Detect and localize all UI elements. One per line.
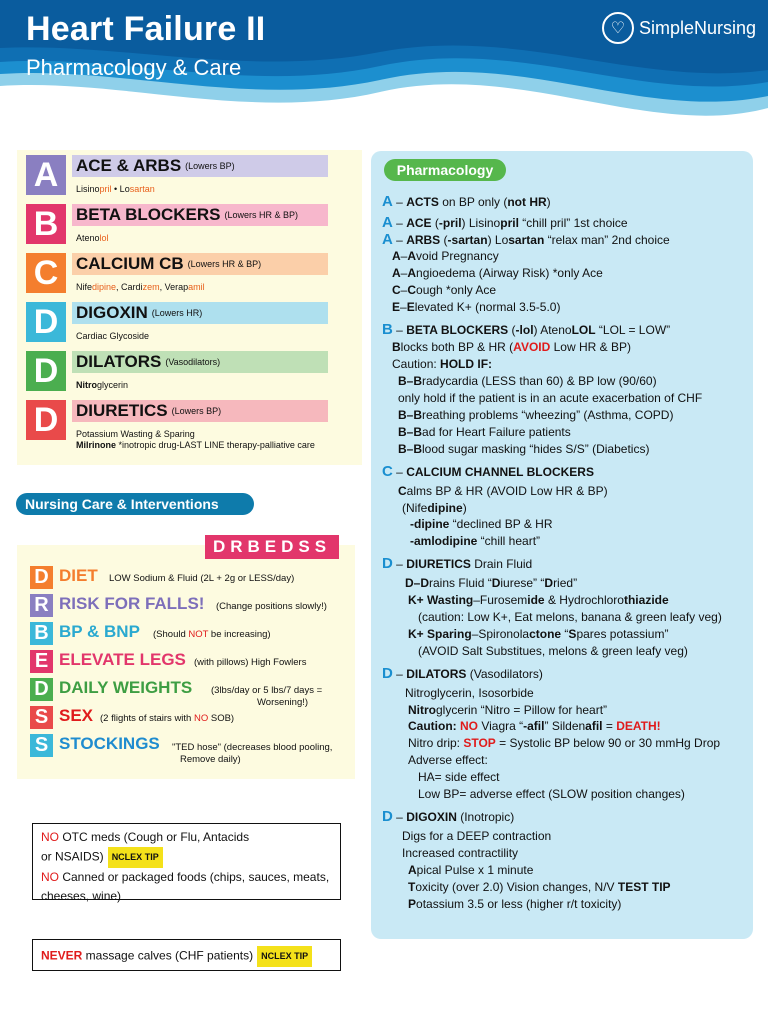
pharm-text: “relax man” 2nd choice — [544, 233, 670, 247]
pharm-line — [408, 703, 607, 717]
pharm-line — [382, 665, 543, 682]
pharm-text: levated K+ (normal 3.5-5.0) — [414, 300, 561, 314]
pharm-line — [408, 593, 669, 607]
pharm-text: “declined BP & HR — [449, 517, 553, 531]
pharm-text: (Nife — [402, 501, 428, 515]
item-word: SEX — [59, 706, 94, 725]
pharm-text: BETA BLOCKERS — [406, 323, 509, 337]
pharm-text: DIGOXIN — [406, 810, 457, 824]
pharm-text: Increased contractility — [402, 846, 519, 860]
class-letter: D — [26, 400, 66, 440]
item-text: (Change positions slowly!) — [216, 601, 327, 612]
brand — [602, 12, 756, 44]
pharm-line — [382, 193, 551, 210]
pharm-text: E — [392, 300, 401, 314]
pharm-text: AVOID — [513, 340, 551, 354]
pharm-text: B — [392, 340, 401, 354]
pharm-line — [382, 808, 514, 825]
pharm-text: A — [392, 249, 401, 263]
pharm-text: – — [392, 323, 407, 337]
pharm-text: -amlodipine — [410, 534, 478, 548]
class-letter: D — [26, 351, 66, 391]
pharm-line — [382, 214, 628, 231]
pharm-text: A — [382, 231, 393, 248]
item-text: (2 flights of stairs with NO SOB) — [100, 713, 235, 724]
pharm-text: locks both BP & HR ( — [400, 340, 514, 354]
pharm-text: NO — [460, 719, 478, 733]
pharm-text: A — [392, 266, 401, 280]
pharm-line — [382, 321, 670, 338]
pharm-line — [398, 425, 571, 439]
pharm-text: CALCIUM CHANNEL BLOCKERS — [406, 465, 594, 479]
item-text: LOW Sodium & Fluid (2L + 2g or LESS/day) — [109, 573, 295, 584]
pharm-text: D–D — [405, 576, 430, 590]
pharm-text: C — [407, 283, 417, 297]
pharm-line — [392, 249, 499, 263]
class-example: Nitroglycerin — [76, 380, 129, 390]
item-text: "TED hose" (decreases blood pooling, — [172, 742, 333, 753]
pharm-text: ( — [431, 216, 439, 230]
pharm-text: D — [382, 555, 393, 572]
pharm-line — [398, 391, 702, 405]
pharm-text: A — [382, 214, 393, 231]
class-name: BETA BLOCKERS — [76, 205, 221, 224]
item-word: BP & BNP — [59, 622, 140, 641]
tip-line: NO Canned or packaged foods (chips, sauces, meats, — [41, 870, 330, 884]
pharm-text: A — [407, 249, 417, 263]
class-note: (Lowers HR & BP) — [187, 259, 262, 269]
pharm-text: oxicity (over 2.0) Vision changes, N/V — [415, 880, 618, 894]
item-letter: D — [30, 566, 53, 589]
pharm-text: B–B — [398, 374, 423, 388]
pharm-text: DILATORS — [406, 667, 467, 681]
class-bar — [72, 204, 328, 226]
pharm-text: –Spironola — [471, 627, 530, 641]
pharm-text: D — [382, 808, 393, 825]
pharm-text: – — [392, 810, 407, 824]
pharm-text: – — [392, 233, 407, 247]
pharm-text: thiazide — [623, 593, 669, 607]
pharm-text: pril — [500, 216, 519, 230]
pharm-text: on BP only ( — [438, 195, 508, 209]
pharm-text: – — [392, 195, 407, 209]
item-text: (with pillows) High Fowlers — [194, 657, 307, 668]
pharm-line — [410, 534, 540, 548]
drbedss-mnemonic-label: DRBEDSS — [205, 535, 339, 559]
pharm-text: pares potassium” — [576, 627, 669, 641]
pharm-text: – — [392, 667, 407, 681]
pharm-text: (caution: Low K+, Eat melons, banana & green leafy veg) — [418, 610, 722, 624]
pharm-line — [408, 719, 661, 733]
item-word: RISK FOR FALLS! — [59, 594, 205, 613]
class-note: (Lowers BP) — [185, 161, 235, 171]
pharm-line — [392, 300, 560, 314]
pharm-text: otassium 3.5 or less (higher r/t toxicity) — [416, 897, 622, 911]
brand-name: SimpleNursing — [638, 17, 756, 38]
pharm-line — [408, 736, 720, 750]
tip-line: NO OTC meds (Cough or Flu, Antacids — [41, 830, 250, 844]
pharm-text: – — [392, 216, 407, 230]
pharm-text: (Vasodilators) — [466, 667, 543, 681]
pharm-text: -pril — [438, 216, 462, 230]
nursing-care-box — [17, 545, 355, 779]
never-word: NEVER — [41, 948, 83, 963]
class-example: Nifedipine, Cardizem, Verapamil — [76, 282, 205, 292]
pharm-text: D — [382, 665, 393, 682]
pharm-text: ctone — [529, 627, 562, 641]
item-letter: S — [30, 706, 53, 729]
pharm-text: B–B — [398, 408, 423, 422]
pharm-text: –Furosem — [473, 593, 528, 607]
pharm-line — [392, 283, 496, 297]
pharm-text: Nitro drip: — [408, 736, 464, 750]
pharm-text: A — [408, 863, 417, 877]
pharm-text: “LOL = LOW” — [595, 323, 671, 337]
class-name: DIURETICS — [76, 401, 168, 420]
tip-line: or NSAIDS) NCLEX TIP — [41, 847, 332, 868]
class-example: Lisinopril • Losartan — [76, 184, 155, 194]
pharm-text: E — [406, 300, 415, 314]
class-bar — [72, 351, 328, 373]
pharm-text: alms BP & HR (AVOID Low HR & BP) — [406, 484, 608, 498]
pharm-text: P — [408, 897, 417, 911]
never-text: massage calves (CHF patients) — [82, 948, 254, 963]
pharm-text: D — [491, 576, 501, 590]
pharm-text: – — [392, 557, 407, 571]
pharm-text: ) — [462, 501, 467, 515]
pharm-text: ad for Heart Failure patients — [422, 425, 571, 439]
pharm-text: afil — [585, 719, 603, 733]
pharm-text: not HR — [507, 195, 547, 209]
pharm-text: = Systolic BP below 90 or 30 mmHg Drop — [495, 736, 721, 750]
pharm-text: ) Ateno — [533, 323, 572, 337]
class-bar — [72, 400, 328, 422]
pharm-text: – — [400, 283, 408, 297]
class-letter: A — [26, 155, 66, 195]
pharm-text: ide — [527, 593, 545, 607]
pharm-line — [398, 374, 657, 388]
pharm-text: ) Lisino — [461, 216, 501, 230]
pharm-text: Caution: — [408, 719, 460, 733]
pharm-text: -lol — [515, 323, 534, 337]
tip-line: cheeses, wine) — [41, 889, 122, 903]
pharm-line — [408, 753, 488, 767]
pharm-text: C — [382, 463, 393, 480]
item-word: STOCKINGS — [59, 734, 160, 753]
page-title: Heart Failure II — [26, 10, 266, 48]
pharm-line — [392, 266, 603, 280]
pharm-text: reathing problems “wheezing” (Asthma, COPD) — [422, 408, 674, 422]
item-letter: D — [30, 678, 53, 701]
class-note: (Lowers BP) — [171, 406, 222, 416]
item-letter: S — [30, 734, 53, 757]
pharm-line — [418, 770, 500, 784]
pharm-text: DEATH! — [616, 719, 661, 733]
pharm-text: void Pregnancy — [416, 249, 499, 263]
class-example: Atenolol — [76, 233, 109, 243]
pharm-text: DIURETICS — [406, 557, 471, 571]
pharm-text: B–B — [398, 425, 423, 439]
pharm-text: (AVOID Salt Substitues, melons & green leafy veg) — [418, 644, 688, 658]
pharm-line — [405, 576, 577, 590]
class-example-2: Milrinone *inotropic drug-LAST LINE therapy-palliative care — [76, 440, 315, 450]
pharm-text: only hold if the patient is in an acute exacerbation of CHF — [398, 391, 703, 405]
pharm-text: – — [400, 266, 408, 280]
pharm-line — [382, 231, 670, 248]
nclex-tip-badge: NCLEX TIP — [257, 946, 312, 967]
class-bar — [72, 155, 328, 177]
pharm-line — [418, 610, 722, 624]
calves-warning-box — [32, 939, 341, 971]
pharm-text: ried” — [553, 576, 578, 590]
class-name: DIGOXIN — [76, 303, 148, 322]
pharm-line — [405, 686, 534, 700]
pharm-text: Adverse effect: — [408, 753, 488, 767]
pharm-text: ACTS — [406, 195, 439, 209]
heart-logo-icon: ♡ — [602, 12, 634, 44]
pharm-text: S — [568, 627, 577, 641]
pharm-text: Digs for a DEEP contraction — [402, 829, 552, 843]
item-word: DIET — [59, 566, 98, 585]
pharm-text: A — [407, 266, 417, 280]
pharm-text: “chill heart” — [477, 534, 541, 548]
pharm-text: (Inotropic) — [456, 810, 515, 824]
class-note: (Lowers HR) — [151, 308, 203, 318]
pharm-text: Low BP= adverse effect (SLOW position changes) — [418, 787, 685, 801]
pharm-text: D — [544, 576, 554, 590]
pharm-text: HA= side effect — [418, 770, 500, 784]
pharm-text: -afil — [523, 719, 545, 733]
class-name: CALCIUM CB — [76, 254, 184, 273]
class-letter: B — [26, 204, 66, 244]
pharm-line — [402, 829, 551, 843]
pharm-text: STOP — [463, 736, 496, 750]
pharm-text: rains Fluid “ — [429, 576, 492, 590]
pharm-line — [408, 880, 671, 894]
pharm-line — [392, 340, 631, 354]
pharm-text: LOL — [571, 323, 596, 337]
item-text-2: Worsening!) — [257, 697, 309, 708]
pharm-text: B–B — [398, 442, 423, 456]
pharm-line — [408, 627, 668, 641]
pharm-line — [398, 408, 673, 422]
pharm-line — [402, 501, 467, 515]
pharm-line — [398, 484, 608, 498]
pharm-text: ) — [546, 195, 551, 209]
class-bar — [72, 253, 328, 275]
page-subtitle: Pharmacology & Care — [26, 55, 242, 80]
pharm-text: A — [382, 193, 393, 210]
pharm-text: ough *only Ace — [416, 283, 497, 297]
item-letter: E — [30, 650, 53, 673]
class-bar — [72, 302, 328, 324]
class-letter: D — [26, 302, 66, 342]
class-letter: C — [26, 253, 66, 293]
pharm-text: Nitroglycerin, Isosorbide — [405, 686, 534, 700]
item-text: (Should NOT be increasing) — [153, 629, 271, 640]
pharm-text: “ — [561, 627, 569, 641]
pharm-text: ngioedema (Airway Risk) *only Ace — [416, 266, 603, 280]
pharm-text: dipine — [427, 501, 463, 515]
pharm-text: T — [408, 880, 416, 894]
pharm-line — [418, 787, 685, 801]
class-note: (Vasodilators) — [165, 357, 221, 367]
pharm-text: – — [392, 465, 407, 479]
pharm-text: ( — [440, 233, 448, 247]
pharm-text: TEST TIP — [617, 880, 671, 894]
pharm-line — [410, 517, 553, 531]
pharm-text: K+ Sparing — [408, 627, 472, 641]
item-word: DAILY WEIGHTS — [59, 678, 193, 697]
pharm-line — [402, 846, 518, 860]
pharm-text: Drain Fluid — [470, 557, 533, 571]
class-note: (Lowers HR & BP) — [224, 210, 299, 220]
pharm-line — [398, 442, 649, 456]
pharm-text: K+ Wasting — [408, 593, 474, 607]
pharm-text: Caution: — [392, 357, 441, 371]
pharm-line — [418, 644, 688, 658]
nursing-care-heading: Nursing Care & Interventions — [16, 493, 254, 515]
otc-warning-box — [32, 823, 341, 903]
item-text: (3lbs/day or 5 lbs/7 days = — [211, 685, 323, 696]
pharm-text: – — [400, 249, 408, 263]
pharm-text: B — [382, 321, 393, 338]
pharm-text: radycardia (LESS than 60) & BP low (90/60) — [422, 374, 657, 388]
item-text-2: Remove daily) — [180, 754, 241, 765]
pharm-text: C — [392, 283, 401, 297]
pharm-line — [382, 463, 594, 480]
pharm-text: ACE — [406, 216, 432, 230]
pharmacology-heading: Pharmacology — [384, 159, 506, 181]
pharm-text: Low HR & BP) — [550, 340, 631, 354]
pharm-line — [408, 863, 533, 877]
pharm-text: – — [400, 300, 407, 314]
pharm-text: = — [602, 719, 617, 733]
class-name: ACE & ARBS — [76, 156, 182, 175]
pharm-text: pical Pulse x 1 minute — [416, 863, 534, 877]
pharm-line — [392, 357, 492, 371]
pharm-text: & Hydrochloro — [544, 593, 624, 607]
pharm-text: ARBS — [406, 233, 441, 247]
pharm-text: glycerin “Nitro = Pillow for heart” — [436, 703, 608, 717]
class-example: Potassium Wasting & Sparing — [76, 429, 195, 439]
pharm-text: C — [398, 484, 407, 498]
pharm-text: ) Lo — [487, 233, 509, 247]
pharm-text: HOLD IF: — [440, 357, 493, 371]
pharm-text: ” Silden — [544, 719, 586, 733]
item-letter: B — [30, 622, 53, 645]
pharm-text: -dipine — [410, 517, 450, 531]
class-name: DILATORS — [76, 352, 162, 371]
drug-classes-box — [17, 150, 362, 465]
pharm-line — [408, 897, 621, 911]
class-example: Cardiac Glycoside — [76, 331, 150, 341]
nclex-tip-badge: NCLEX TIP — [108, 847, 163, 868]
pharm-text: “chill pril” 1st choice — [518, 216, 628, 230]
pharm-text: lood sugar masking “hides S/S” (Diabetics) — [422, 442, 650, 456]
pharm-text: sartan — [508, 233, 545, 247]
item-word: ELEVATE LEGS — [59, 650, 186, 669]
header-banner — [0, 0, 768, 140]
pharm-line — [382, 555, 532, 572]
pharm-text: ( — [508, 323, 516, 337]
item-letter: R — [30, 594, 53, 617]
pharm-text: iurese” “ — [500, 576, 545, 590]
pharm-text: Nitro — [408, 703, 436, 717]
pharm-text: Viagra “ — [478, 719, 524, 733]
pharm-text: -sartan — [447, 233, 488, 247]
